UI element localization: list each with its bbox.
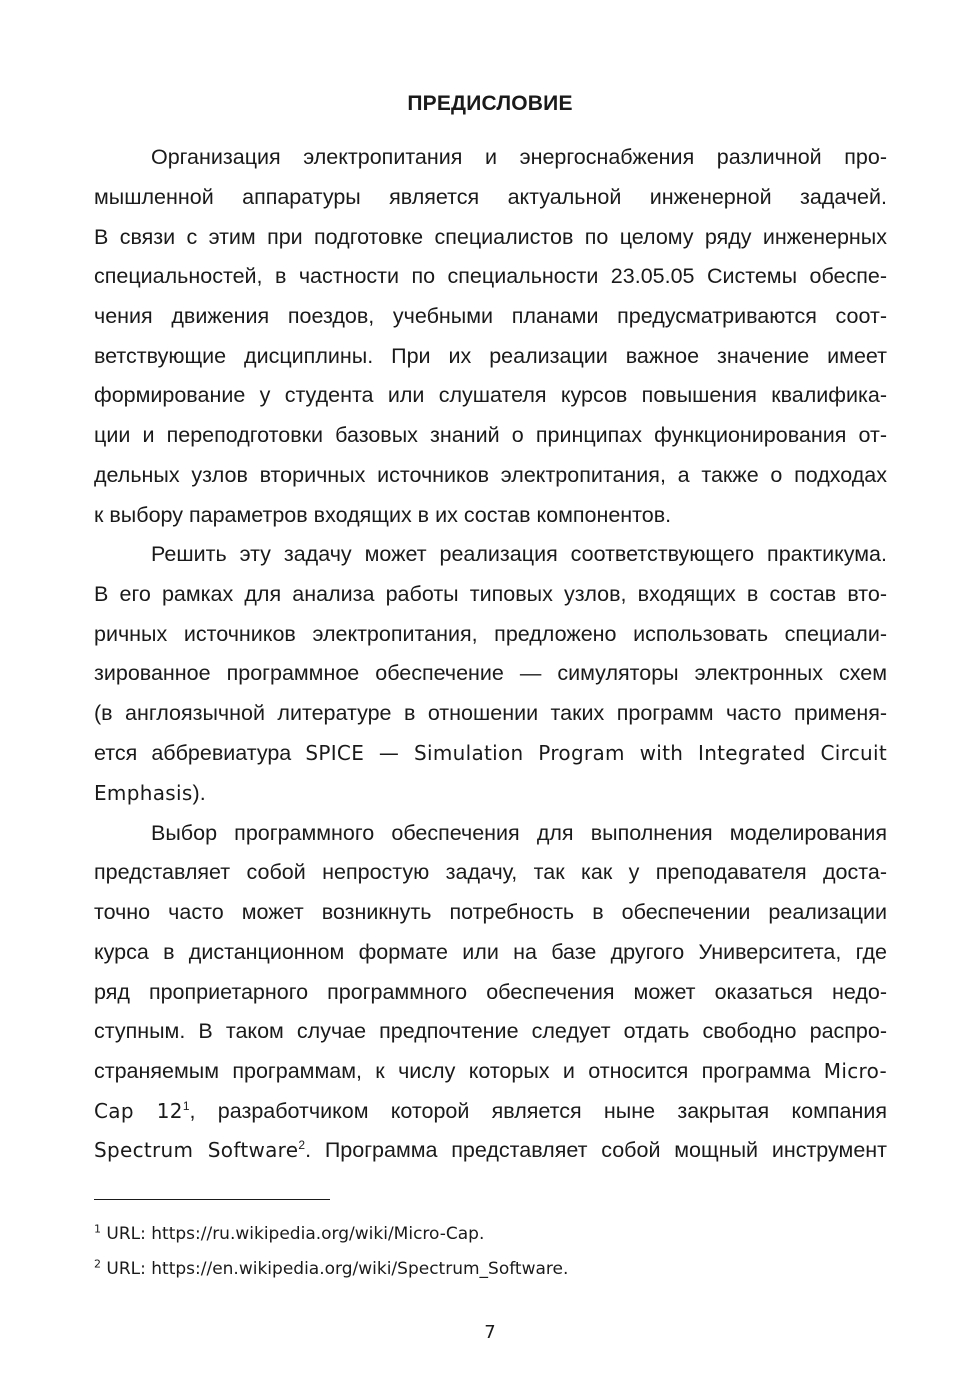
footnote-ref-1[interactable]: 1 [182,1098,190,1113]
text-line [94,738,887,768]
text-run-microcap: Cap 12 [94,1099,183,1123]
text-run: , разработчиком которой является ныне закрытая компания [189,1099,887,1123]
text-line: В связи с этим при подготовке специалистов по целому ряду инженерных [94,225,887,249]
text-line: Выбор программного обеспечения для выполнения моделирования [151,821,887,845]
text-run-spectrum: Spectrum Software [94,1138,299,1162]
text-run-micro: Micro- [823,1059,887,1083]
page-number: 7 [484,1322,496,1343]
text-line: (в англоязычной литературе в отношении таких программ часто применя- [94,701,887,725]
footnote-2 [94,1258,568,1280]
text-line: ричных источников электропитания, предложено использовать специали- [94,622,887,646]
text-run-emphasis: Emphasis [94,781,193,805]
text-run: страняемым программам, к числу которых и относится программа [94,1059,824,1083]
text-line: ветствующие дисциплины. При их реализации важное значение имеет [94,344,887,368]
text-line [94,1135,887,1165]
text-run: . Программа представляет собой мощный инструмент [305,1138,887,1162]
text-line: В его рамках для анализа работы типовых узлов, входящих в состав вто- [94,582,887,606]
footnote-divider [94,1199,330,1200]
footnote-mark: 1 [94,1222,101,1236]
text-line: специальностей, в частности по специальности 23.05.05 Системы обеспе- [94,264,887,288]
text-line: курса в дистанционном формате или на базе другого Университета, где [94,940,887,964]
text-line: дельных узлов вторичных источников электропитания, а также о подходах [94,463,887,487]
footnote-1 [94,1223,484,1245]
text-line: зированное программное обеспечение — симуляторы электронных схем [94,661,887,685]
footnote-link[interactable]: URL: https://ru.wikipedia.org/wiki/Micro-Cap. [101,1224,485,1244]
text-line: ступным. В таком случае предпочтение следует отдать свободно распро- [94,1019,887,1043]
text-line: к выбору параметров входящих в их состав компонентов. [94,503,672,527]
text-run: ется аббревиатура [94,741,306,765]
page-title: ПРЕДИСЛОВИЕ [407,92,573,115]
text-line: точно часто может возникнуть потребность в обеспечении реализации [94,900,887,924]
footnote-ref-2[interactable]: 2 [298,1137,306,1152]
text-line: формирование у студента или слушателя курсов повышения квалифика- [94,383,887,407]
text-run-spice: SPICE — Simulation Program with Integrated Circuit [305,741,887,765]
text-line: ции и переподготовки базовых знаний о принципах функционирования от- [94,423,887,447]
text-line: мышленной аппаратуры является актуальной инженерной задачей. [94,185,887,209]
footnote-link[interactable]: URL: https://en.wikipedia.org/wiki/Spectrum_Software. [101,1259,569,1279]
text-line [94,1096,887,1126]
text-line [94,1056,887,1086]
text-line: Организация электропитания и энергоснабжения различной про- [151,145,887,169]
text-line: Решить эту задачу может реализация соответствующего практикума. [151,542,887,566]
text-line: ряд проприетарного программного обеспечения может оказаться недо- [94,980,887,1004]
footnote-mark: 2 [94,1257,101,1271]
text-line [94,778,887,808]
text-line: представляет собой непростую задачу, так как у преподавателя доста- [94,860,887,884]
text-line: чения движения поездов, учебными планами предусматриваются соот- [94,304,887,328]
text-run: ). [192,781,206,805]
